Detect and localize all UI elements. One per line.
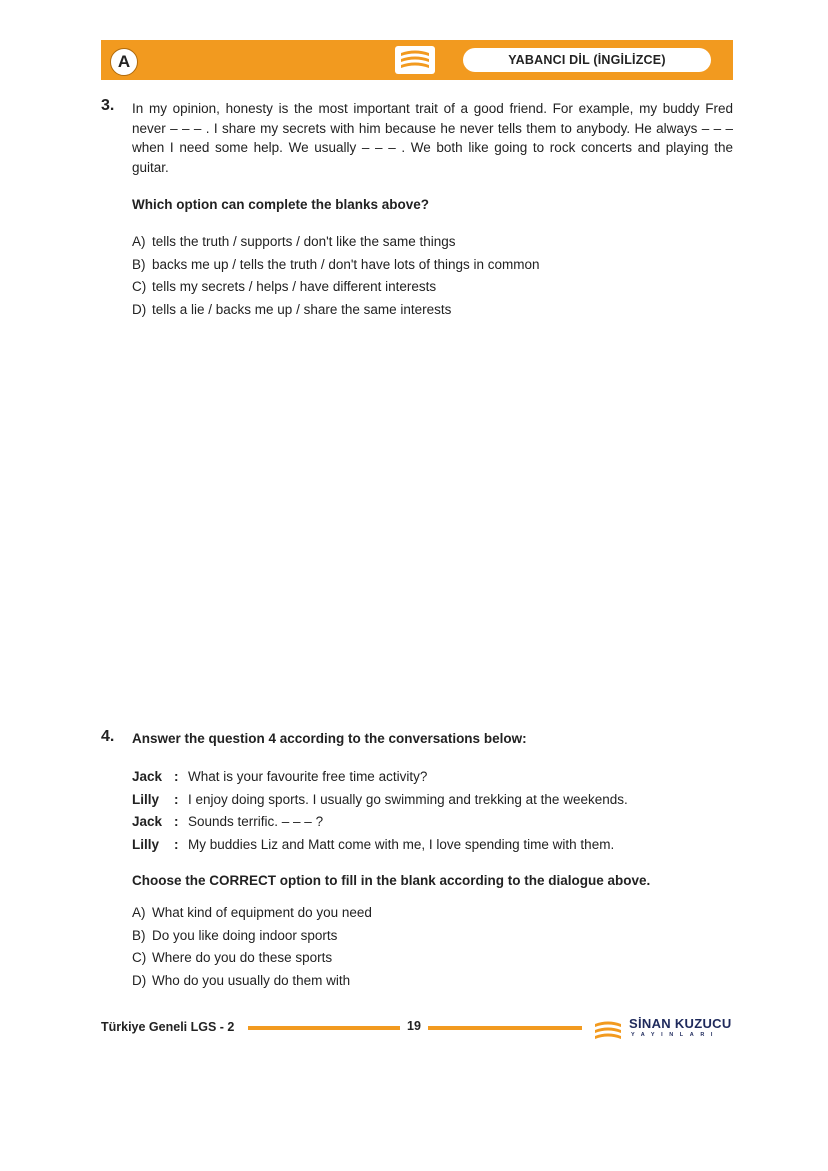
option-c[interactable]: C) tells my secrets / helps / have different interests	[132, 279, 437, 294]
dialogue-line: Jack : Sounds terrific. – – – ?	[132, 814, 324, 829]
footer-divider-left	[248, 1026, 400, 1030]
question-3-number: 3.	[101, 97, 115, 114]
option-a[interactable]: A) tells the truth / supports / don't like the same things	[132, 234, 456, 249]
page-footer	[101, 1016, 741, 1042]
option-b[interactable]: B) Do you like doing indoor sports	[132, 927, 338, 943]
option-c[interactable]: C) Where do you do these sports	[132, 950, 333, 965]
question-4-options	[132, 902, 372, 992]
dialogue	[132, 766, 628, 856]
dialogue-line: Jack : What is your favourite free time activity?	[132, 769, 428, 784]
publisher-subtitle: YAYINLARI	[631, 1032, 720, 1038]
question-4-intro: Answer the question 4 according to the conversations below:	[132, 731, 527, 746]
option-d[interactable]: D) tells a lie / backs me up / share the same interests	[132, 301, 452, 317]
question-4-number: 4.	[101, 728, 115, 745]
publisher-logo-icon	[593, 1018, 623, 1042]
question-3-passage: In my opinion, honesty is the most important trait of a good friend. For example, my buddy Fred never – – – . I share my secrets with him because he never tells them to anybody. He always – – – when I need some help. We usually – – – . We both like going to rock concerts and playing the guitar.	[132, 101, 733, 175]
booklet-variant-badge: A	[110, 48, 138, 76]
dialogue-line: Lilly : My buddies Liz and Matt come with me, I love spending time with them.	[132, 836, 615, 852]
option-a[interactable]: A) What kind of equipment do you need	[132, 905, 372, 920]
question-3-instruction: Which option can complete the blanks above?	[132, 197, 430, 212]
exam-name: Türkiye Geneli LGS - 2	[101, 1020, 235, 1034]
option-b[interactable]: B) backs me up / tells the truth / don't have lots of things in common	[132, 256, 540, 272]
publisher-name: SİNAN KUZUCU	[629, 1016, 732, 1031]
subject-title: YABANCI DİL (İNGİLİZCE)	[463, 48, 711, 72]
page-number: 19	[407, 1019, 421, 1033]
dialogue-line: Lilly : I enjoy doing sports. I usually go swimming and trekking at the weekends.	[132, 791, 628, 807]
book-stack-icon	[395, 46, 435, 74]
question-4-instruction: Choose the CORRECT option to fill in the blank according to the dialogue above.	[132, 873, 651, 888]
question-3-options	[132, 231, 540, 321]
header-bar	[101, 40, 733, 80]
option-d[interactable]: D) Who do you usually do them with	[132, 972, 351, 988]
footer-divider-right	[428, 1026, 582, 1030]
